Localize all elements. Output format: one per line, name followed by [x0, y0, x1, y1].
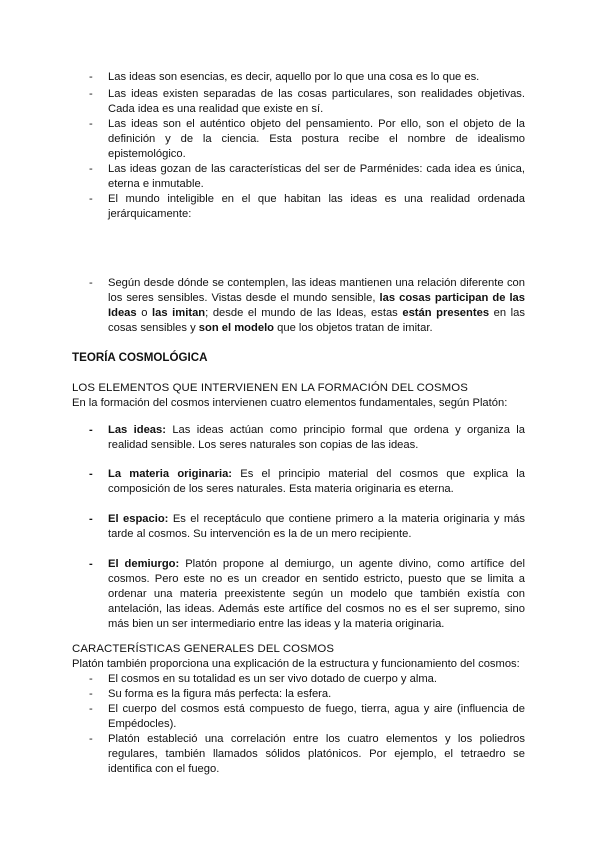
definition: Platón propone al demiurgo, un agente divino, como artífice del cosmos. Pero este no es un creador en sentido estricto, puesto que se limita a ordenar una materia preexistente según un modelo que también existía con antelación, las ideas. Además este artífice del cosmos no es el ser supremo, sino más bien un ser intermediario entre las ideas y la materia originaria.	[108, 558, 525, 630]
term: La materia originaria:	[108, 468, 233, 480]
elements-subheading: LOS ELEMENTOS QUE INTERVIENEN EN LA FORMACIÓN DEL COSMOS	[72, 382, 468, 394]
element-item-espacio	[0, 512, 600, 542]
list-item	[0, 557, 600, 632]
bold-run: están presentes	[402, 307, 490, 319]
definition: Es el receptáculo que contiene primero a la materia originaria y más tarde al cosmos. Su intervención es la de un mero recipiente.	[108, 513, 525, 540]
relation-item-block	[0, 276, 600, 336]
bullet-dash: -	[89, 163, 93, 175]
list-item-text: Platón estableció una correlación entre los cuatro elementos y los poliedros regulares, también llamados sólidos platónicos. Por ejemplo, el tetraedro se identifica con el fuego.	[108, 733, 525, 775]
ideas-list	[0, 70, 600, 222]
list-item	[0, 117, 600, 162]
list-item	[0, 70, 600, 85]
list-item	[0, 467, 600, 497]
text-run: ; desde el mundo de las Ideas, estas	[205, 307, 403, 319]
bullet-dash: -	[89, 71, 93, 83]
bullet-dash: -	[89, 118, 93, 130]
bold-run: las cosas participan de las Ideas	[108, 292, 526, 319]
general-intro: Platón también proporciona una explicación de la estructura y funcionamiento del cosmos:	[72, 658, 520, 670]
list-item-text: Las ideas son esencias, es decir, aquello por lo que una cosa es lo que es.	[108, 71, 480, 83]
text-run: en las cosas sensibles y	[108, 307, 525, 334]
bullet-dash: -	[89, 277, 93, 289]
bullet-dash: -	[89, 558, 93, 570]
section-heading: TEORÍA COSMOLÓGICA	[72, 351, 208, 364]
bullet-dash: -	[89, 733, 93, 745]
bold-run: son el modelo	[198, 322, 275, 334]
list-item-text: Las ideas gozan de las características del ser de Parménides: cada idea es única, eterna e inmutable.	[108, 163, 525, 190]
list-item	[0, 423, 600, 453]
general-list	[0, 672, 600, 777]
list-item-text: Su forma es la figura más perfecta: la esfera.	[108, 688, 332, 700]
list-item-text: El mundo inteligible en el que habitan las ideas es una realidad ordenada jerárquicamente:	[108, 193, 525, 220]
bullet-dash: -	[89, 424, 93, 436]
list-item	[0, 732, 600, 777]
elements-intro: En la formación del cosmos intervienen cuatro elementos fundamentales, según Platón:	[72, 397, 508, 409]
list-item-text: El cuerpo del cosmos está compuesto de fuego, tierra, agua y aire (influencia de Empédocles).	[108, 703, 525, 730]
bullet-dash: -	[89, 468, 93, 480]
list-item	[0, 87, 600, 117]
text-run: que los objetos tratan de imitar.	[274, 322, 433, 334]
list-item	[0, 672, 600, 687]
general-subheading: CARACTERÍSTICAS GENERALES DEL COSMOS	[72, 643, 335, 655]
list-item	[0, 687, 600, 702]
text-run: o	[136, 307, 153, 319]
definition: Es el principio material del cosmos que explica la composición de los seres naturales. Esta materia originaria es eterna.	[108, 468, 525, 495]
list-item-text: El cosmos en su totalidad es un ser vivo dotado de cuerpo y alma.	[108, 673, 437, 685]
bullet-dash: -	[89, 88, 93, 100]
term: El demiurgo:	[108, 558, 180, 570]
term: Las ideas:	[108, 424, 166, 436]
element-item-demiurgo	[0, 557, 600, 632]
list-item	[0, 512, 600, 542]
bullet-dash: -	[89, 703, 93, 715]
list-item	[0, 276, 600, 336]
list-item	[0, 192, 600, 222]
bullet-dash: -	[89, 673, 93, 685]
list-item-text: Las ideas existen separadas de las cosas particulares, son realidades objetivas. Cada idea es una realidad que existe en sí.	[108, 88, 525, 115]
bullet-dash: -	[89, 688, 93, 700]
text-run: Según desde dónde se contemplen, las ideas mantienen una relación diferente con los seres sensibles. Vistas desde el mundo sensible,	[108, 277, 525, 304]
bold-run: las imitan	[152, 307, 206, 319]
definition: Las ideas actúan como principio formal que ordena y organiza la realidad sensible. Los seres naturales son copias de las ideas.	[108, 424, 525, 451]
element-item-ideas	[0, 423, 600, 453]
bullet-dash: -	[89, 513, 93, 525]
term: El espacio:	[108, 513, 169, 525]
list-item	[0, 162, 600, 192]
list-item	[0, 702, 600, 732]
list-item-text: Las ideas son el auténtico objeto del pensamiento. Por ello, son el objeto de la definición y de la ciencia. Esta postura recibe el nombre de idealismo epistemológico.	[108, 118, 525, 160]
bullet-dash: -	[89, 193, 93, 205]
element-item-materia	[0, 467, 600, 497]
